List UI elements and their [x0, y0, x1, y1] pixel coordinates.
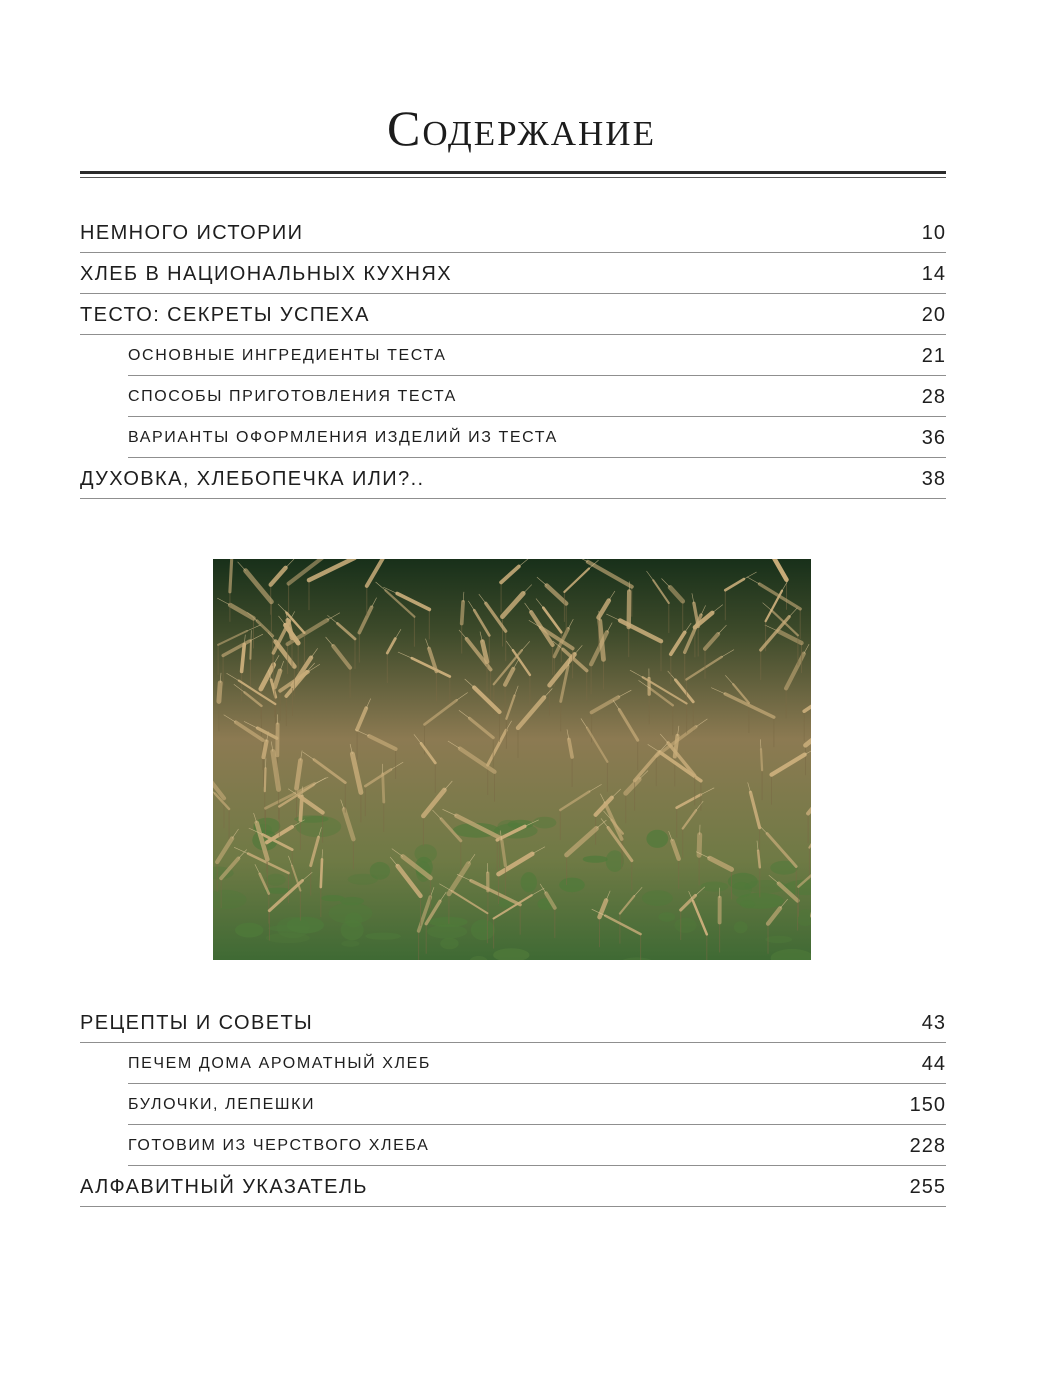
toc-entry-label: ГОТОВИМ ИЗ ЧЕРСТВОГО ХЛЕБА	[128, 1137, 430, 1154]
toc-entry-label: ПЕЧЕМ ДОМА АРОМАТНЫЙ ХЛЕБ	[128, 1055, 431, 1072]
toc-entry[interactable]	[80, 1166, 946, 1207]
title-rule-thick	[80, 171, 946, 174]
toc-entry-page: 43	[921, 1011, 946, 1034]
toc-subentry[interactable]	[128, 1084, 946, 1125]
toc-entry-page: 44	[921, 1052, 946, 1075]
toc-entry-page: 36	[921, 426, 946, 449]
wheat-field-image	[213, 559, 811, 960]
toc-entry-label: ОСНОВНЫЕ ИНГРЕДИЕНТЫ ТЕСТА	[128, 347, 447, 364]
toc-subentry[interactable]	[128, 376, 946, 417]
toc-entry-page: 10	[921, 221, 946, 244]
toc-entry-page: 20	[921, 303, 946, 326]
wheat-field-photo	[213, 559, 811, 960]
toc-entry-page: 255	[909, 1175, 946, 1198]
toc-entry-page: 228	[909, 1134, 946, 1157]
toc-subentry[interactable]	[128, 417, 946, 458]
toc-entry[interactable]	[80, 458, 946, 499]
toc-entry-page: 38	[921, 467, 946, 490]
toc-entry-label: НЕМНОГО ИСТОРИИ	[80, 221, 304, 244]
toc-section-bottom	[80, 1002, 946, 1207]
toc-entry-page: 14	[921, 262, 946, 285]
toc-entry-label: ДУХОВКА, ХЛЕБОПЕЧКА ИЛИ?..	[80, 467, 425, 490]
page-title: Содержание	[387, 100, 656, 156]
toc-entry-page: 28	[921, 385, 946, 408]
toc-entry-label: СПОСОБЫ ПРИГОТОВЛЕНИЯ ТЕСТА	[128, 388, 457, 405]
toc-entry[interactable]	[80, 294, 946, 335]
toc-section-top	[80, 212, 946, 499]
toc-subentry[interactable]	[128, 1125, 946, 1166]
toc-subentry[interactable]	[128, 1043, 946, 1084]
toc-entry-label: ХЛЕБ В НАЦИОНАЛЬНЫХ КУХНЯХ	[80, 262, 452, 285]
toc-subentry[interactable]	[128, 335, 946, 376]
title-rule-thin	[80, 177, 946, 178]
toc-entry[interactable]	[80, 253, 946, 294]
toc-entry-label: РЕЦЕПТЫ И СОВЕТЫ	[80, 1011, 314, 1034]
toc-entry-page: 150	[909, 1093, 946, 1116]
toc-entry-label: ВАРИАНТЫ ОФОРМЛЕНИЯ ИЗДЕЛИЙ ИЗ ТЕСТА	[128, 429, 558, 446]
toc-entry[interactable]	[80, 1002, 946, 1043]
toc-entry-label: БУЛОЧКИ, ЛЕПЕШКИ	[128, 1096, 316, 1113]
toc-entry-label: ТЕСТО: СЕКРЕТЫ УСПЕХА	[80, 303, 370, 326]
toc-entry-page: 21	[921, 344, 946, 367]
toc-entry-label: АЛФАВИТНЫЙ УКАЗАТЕЛЬ	[80, 1175, 368, 1198]
toc-entry[interactable]	[80, 212, 946, 253]
